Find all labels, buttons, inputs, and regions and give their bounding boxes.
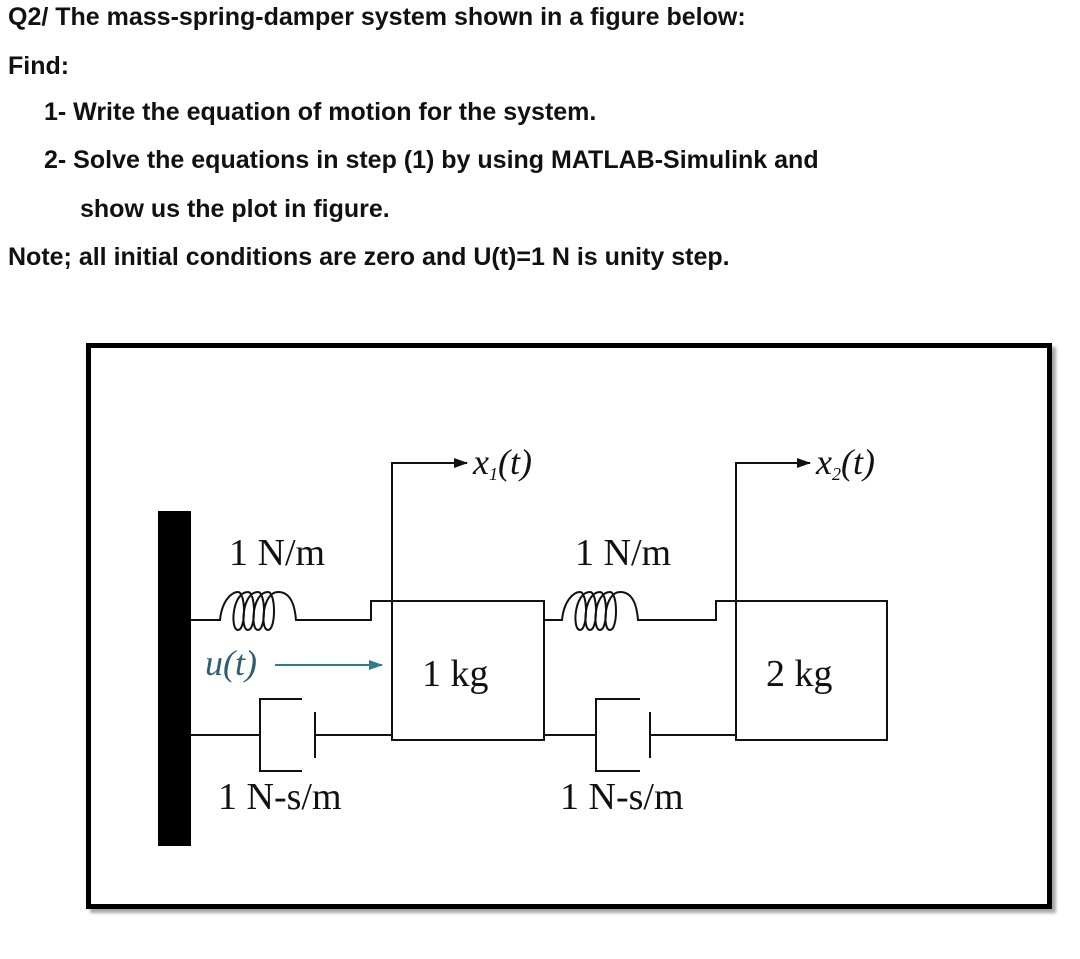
x1-arrow	[392, 463, 467, 601]
question-item-2: 2- Solve the equations in step (1) by using MATLAB-Simulink and	[44, 146, 819, 174]
question-item-1: 1- Write the equation of motion for the system.	[44, 98, 597, 126]
input-label: u(t)	[205, 643, 257, 683]
x1-label-arg: (t)	[497, 442, 532, 482]
x2-label-base: x	[816, 442, 832, 482]
spring-1	[191, 592, 392, 630]
question-item-2-continuation: show us the plot in figure.	[80, 195, 390, 223]
x1-label	[472, 442, 532, 484]
damper-1	[191, 699, 392, 771]
mass-1-label: 1 kg	[422, 653, 489, 695]
fixed-wall	[158, 511, 191, 846]
x2-label-arg: (t)	[840, 442, 875, 482]
damper-1-label: 1 N-s/m	[218, 776, 342, 818]
spring-2-label: 1 N/m	[575, 532, 672, 574]
x2-label	[815, 442, 875, 484]
x1-label-base: x	[473, 442, 489, 482]
spring-1-label: 1 N/m	[229, 532, 326, 574]
find-label: Find:	[8, 52, 70, 80]
spring-2	[544, 592, 736, 630]
mass-2-label: 2 kg	[766, 653, 833, 695]
damper-2	[544, 699, 736, 771]
question-title: Q2/ The mass-spring-damper system shown in a figure below:	[8, 3, 746, 31]
x2-label-sub: 2	[831, 464, 841, 484]
x1-label-sub: 1	[488, 464, 498, 484]
x2-arrow	[736, 463, 810, 601]
damper-2-label: 1 N-s/m	[560, 776, 684, 818]
question-note: Note; all initial conditions are zero and U(t)=1 N is unity step.	[8, 243, 730, 271]
